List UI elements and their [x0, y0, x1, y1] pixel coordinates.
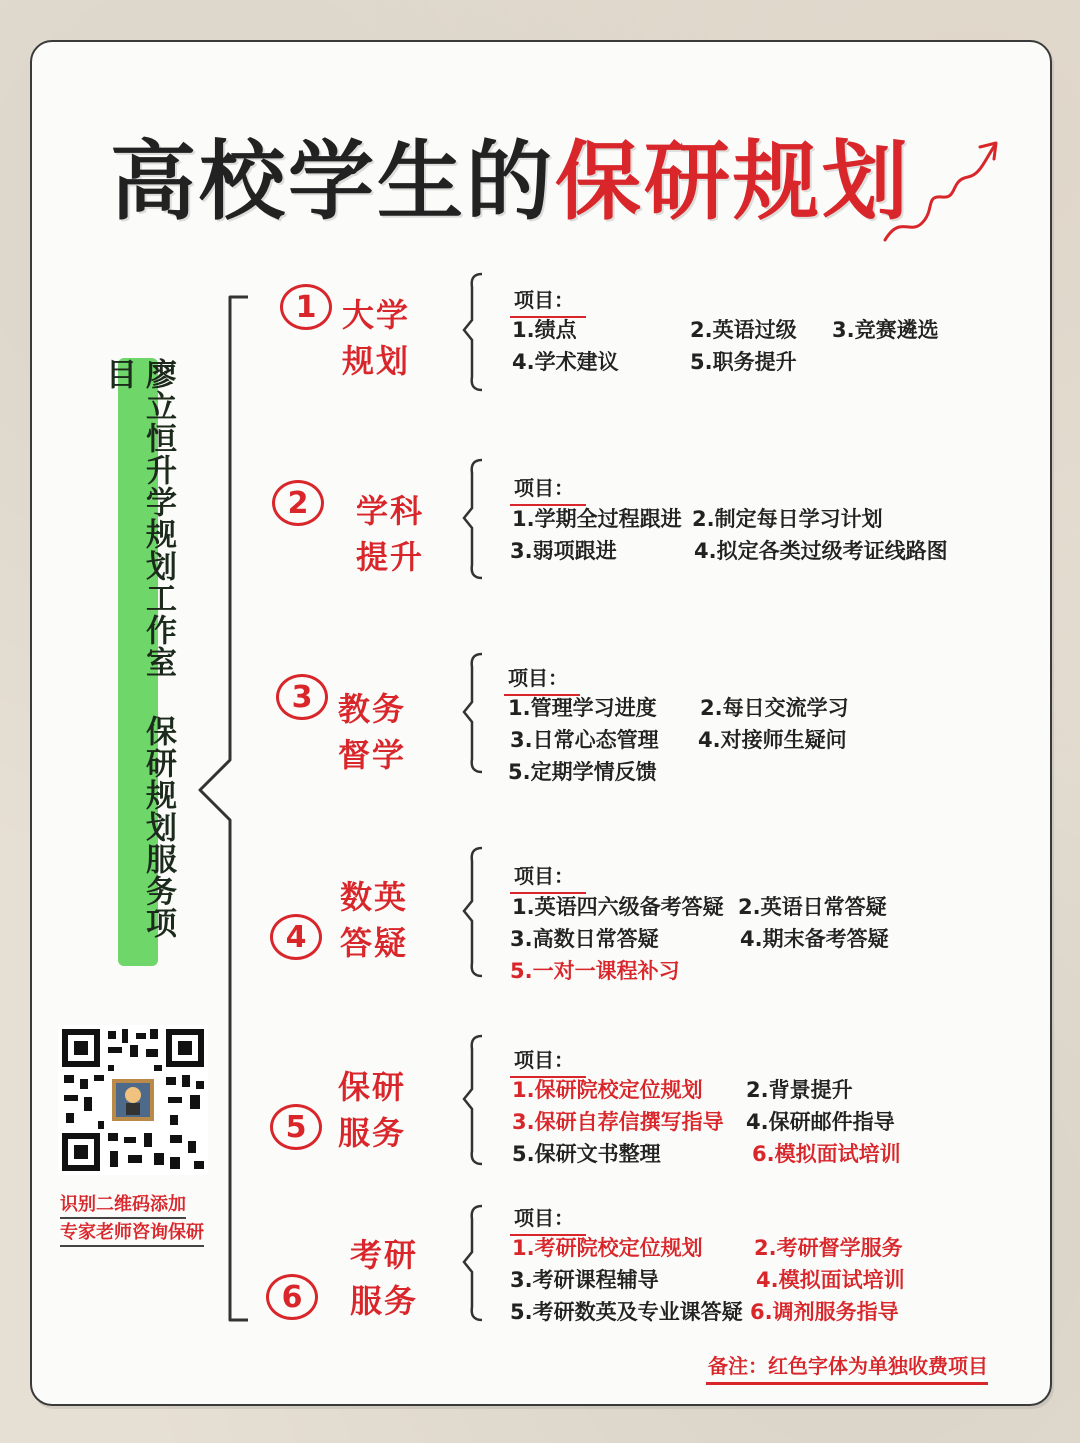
title-red-part: 保研规划	[555, 132, 911, 232]
section-number: 4	[270, 914, 322, 960]
section-number: 2	[272, 480, 324, 526]
section-number: 3	[276, 674, 328, 720]
item: 4.期末备考答疑	[740, 927, 889, 951]
item: 3.保研自荐信撰写指导	[512, 1110, 724, 1134]
item: 1.英语四六级备考答疑	[512, 895, 724, 919]
section-brace	[462, 1204, 486, 1322]
item: 4.学术建议	[512, 350, 619, 374]
category-line2: 督学	[338, 736, 407, 774]
category-line1: 保研	[338, 1068, 407, 1106]
item: 3.竞赛遴选	[832, 318, 939, 342]
footnote: 备注：红色字体为单独收费项目	[708, 1350, 988, 1379]
item: 3.日常心态管理	[510, 728, 659, 752]
item: 6.调剂服务指导	[750, 1300, 899, 1324]
items-heading: 项目：	[514, 472, 574, 501]
item: 2.英语日常答疑	[738, 895, 887, 919]
items-heading: 项目：	[508, 662, 568, 691]
item: 2.背景提升	[746, 1078, 853, 1102]
page-title	[110, 112, 911, 232]
qr-code[interactable]	[58, 1025, 208, 1175]
item: 6.模拟面试培训	[752, 1142, 901, 1166]
item: 4.模拟面试培训	[756, 1268, 905, 1292]
category-line2: 服务	[350, 1282, 419, 1320]
category-line2: 答疑	[340, 924, 409, 962]
section-brace	[462, 272, 486, 392]
item: 1.绩点	[512, 318, 577, 342]
item: 3.高数日常答疑	[510, 927, 659, 951]
items-heading: 项目：	[514, 1202, 574, 1231]
section-brace	[462, 846, 486, 978]
item: 1.考研院校定位规划	[512, 1236, 703, 1260]
section-brace	[462, 652, 486, 774]
section-brace	[462, 458, 486, 580]
category-line1: 学科	[356, 492, 425, 530]
item: 2.考研督学服务	[754, 1236, 903, 1260]
item: 4.保研邮件指导	[746, 1110, 895, 1134]
section-brace	[462, 1034, 486, 1166]
item: 1.管理学习进度	[508, 696, 657, 720]
section-number: 1	[280, 284, 332, 330]
qr-note-line1: 识别二维码添加	[60, 1190, 186, 1219]
item: 3.弱项跟进	[510, 539, 617, 563]
section-number: 5	[270, 1104, 322, 1150]
category-line2: 提升	[356, 538, 425, 576]
item: 1.保研院校定位规划	[512, 1078, 703, 1102]
item: 5.一对一课程补习	[510, 959, 680, 983]
items-heading: 项目：	[514, 284, 574, 313]
item: 5.职务提升	[690, 350, 797, 374]
studio-label-text: 廖立恒升学规划工作室 保研规划服务项目	[100, 358, 176, 939]
qr-note-line2: 专家老师咨询保研	[60, 1218, 204, 1247]
item: 4.拟定各类过级考证线路图	[694, 539, 948, 563]
item: 4.对接师生疑问	[698, 728, 847, 752]
item: 5.考研数英及专业课答疑	[510, 1300, 743, 1324]
item: 5.定期学情反馈	[508, 760, 657, 784]
item: 2.制定每日学习计划	[692, 507, 883, 531]
title-black-part: 高校学生的	[110, 132, 555, 232]
category-line1: 大学	[342, 296, 411, 334]
item: 2.英语过级	[690, 318, 797, 342]
items-heading: 项目：	[514, 1044, 574, 1073]
studio-label	[100, 358, 176, 966]
item: 2.每日交流学习	[700, 696, 849, 720]
category-line1: 教务	[338, 690, 407, 728]
category-line1: 考研	[350, 1236, 419, 1274]
trend-arrow-icon	[880, 135, 1005, 250]
item: 5.保研文书整理	[512, 1142, 661, 1166]
category-line2: 规划	[342, 342, 411, 380]
section-number: 6	[266, 1274, 318, 1320]
category-line2: 服务	[338, 1114, 407, 1152]
item: 1.学期全过程跟进	[512, 507, 682, 531]
item: 3.考研课程辅导	[510, 1268, 659, 1292]
items-heading: 项目：	[514, 860, 574, 889]
category-line1: 数英	[340, 878, 409, 916]
